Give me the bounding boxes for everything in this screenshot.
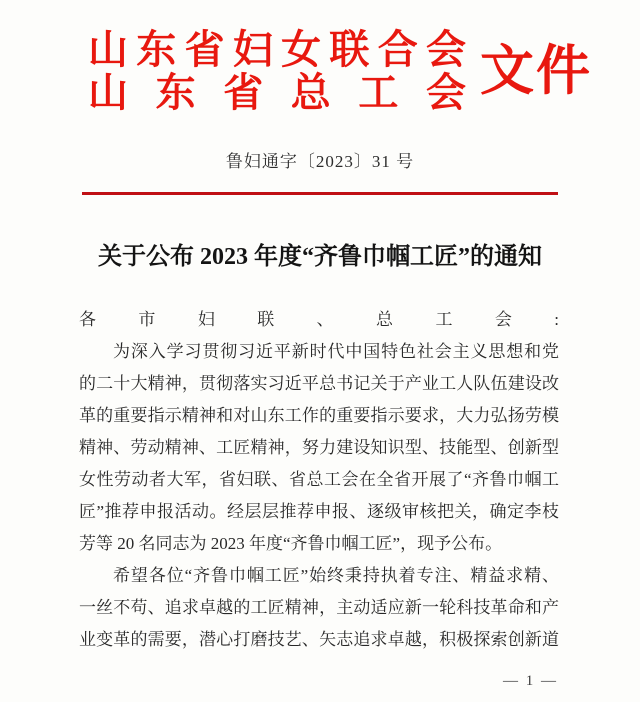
document-title: 关于公布 2023 年度“齐鲁巾帼工匠”的通知: [98, 244, 542, 270]
document-body: [79, 304, 559, 656]
body-line: 芳等 20 名同志为 2023 年度“齐鲁巾帼工匠”，现予公布。: [79, 534, 503, 553]
body-line: 一丝不苟、追求卓越的工匠精神，主动适应新一轮科技革命和产: [79, 598, 559, 617]
org-name-line-2: 山 东 省 总 工 会: [88, 70, 466, 115]
body-line: 女性劳动者大军，省妇联、省总工会在全省开展了“齐鲁巾帼工: [79, 470, 559, 489]
doc-type-label: 文件: [480, 41, 592, 101]
body-line: 匠”推荐申报活动。经层层推荐申报、逐级审核把关，确定李枝: [79, 502, 559, 521]
red-divider: [82, 192, 558, 195]
body-line: 革的重要指示精神和对山东工作的重要指示要求，大力弘扬劳模: [79, 406, 559, 425]
body-line: 精神、劳动精神、工匠精神，努力建设知识型、技能型、创新型: [79, 438, 559, 457]
org-name-line-1: 山 东 省 妇 女 联 合 会: [88, 27, 466, 72]
body-line: 为深入学习贯彻习近平新时代中国特色社会主义思想和党: [113, 342, 559, 361]
salutation: 各市妇联、总工会:: [79, 310, 559, 329]
letterhead: [88, 0, 640, 114]
doc-number: 鲁妇通字〔2023〕31 号: [225, 152, 415, 171]
body-line: 业变革的需要，潜心打磨技艺、矢志追求卓越，积极探索创新道: [79, 630, 559, 649]
org-names: [88, 28, 466, 114]
page-number: — 1 —: [503, 673, 558, 689]
body-line: 的二十大精神，贯彻落实习近平总书记关于产业工人队伍建设改: [79, 374, 559, 393]
body-line: 希望各位“齐鲁巾帼工匠”始终秉持执着专注、精益求精、: [113, 566, 559, 585]
